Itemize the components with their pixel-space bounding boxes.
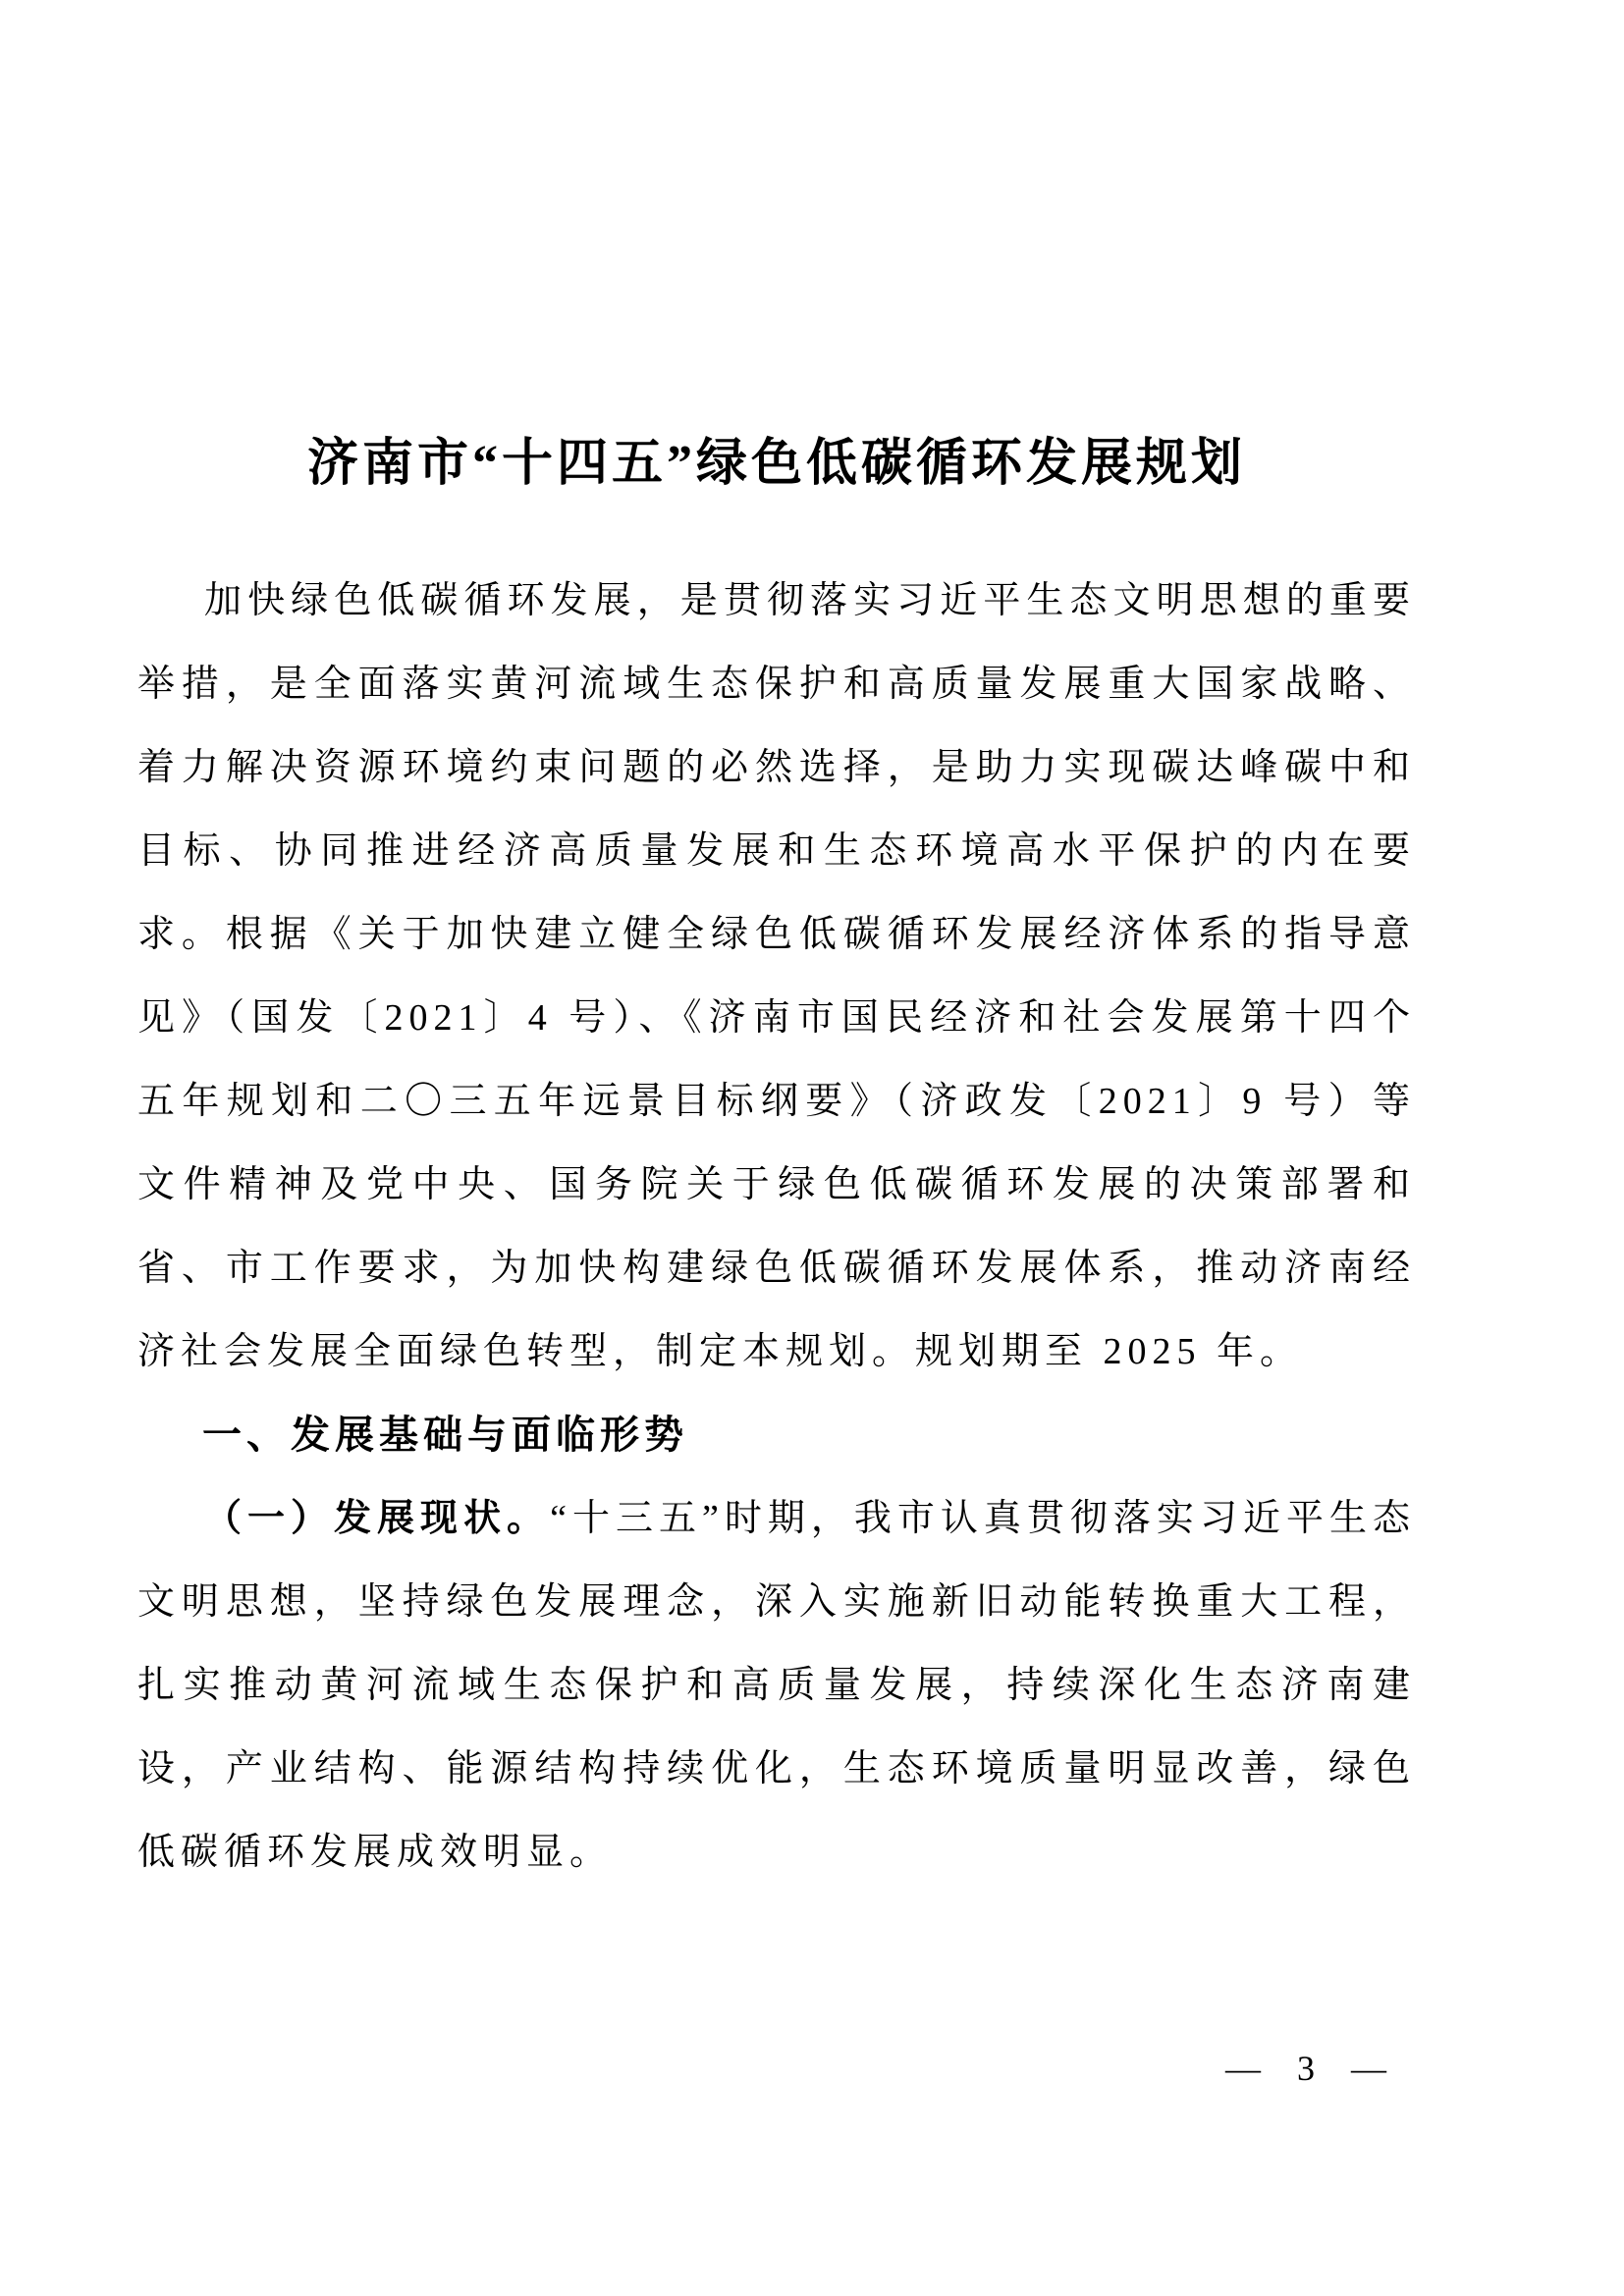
page-number: — 3 — bbox=[1225, 2049, 1400, 2088]
paragraph-body-text: “十三五”时期，我市认真贯彻落实习近平生态文明思想，坚持绿色发展理念，深入实施新旧动能转换重大工程，扎实推动黄河流域生态保护和高质量发展，持续深化生态济南建设，产业结构、能源结构持续优化，生态环境质量明显改善，绿色低碳循环发展成效明显。 bbox=[137, 1498, 1416, 1873]
paragraph-intro: 加快绿色低碳循环发展，是贯彻落实习近平生态文明思想的重要举措，是全面落实黄河流域生态保护和高质量发展重大国家战略、着力解决资源环境约束问题的必然选择，是助力实现碳达峰碳中和目标、协同推进经济高质量发展和生态环境高水平保护的内在要求。根据《关于加快建立健全绿色低碳循环发展经济体系的指导意见》（国发〔2021〕4 号）、《济南市国民经济和社会发展第十四个五年规划和二〇三五年远景目标纲要》（济政发〔2021〕9 号）等文件精神及党中央、国务院关于绿色低碳循环发展的决策部署和省、市工作要求，为加快构建绿色低碳循环发展体系，推动济南经济社会发展全面绿色转型，制定本规划。规划期至 2025 年。 bbox=[137, 580, 1416, 1372]
section-heading-1: 一、发展基础与面临形势 bbox=[202, 1414, 688, 1457]
paragraph-lead: （一）发展现状。 bbox=[204, 1498, 551, 1539]
document-title: 济南市“十四五”绿色低碳循环发展规划 bbox=[306, 436, 1246, 492]
paragraph-development-status bbox=[137, 1477, 1416, 1895]
